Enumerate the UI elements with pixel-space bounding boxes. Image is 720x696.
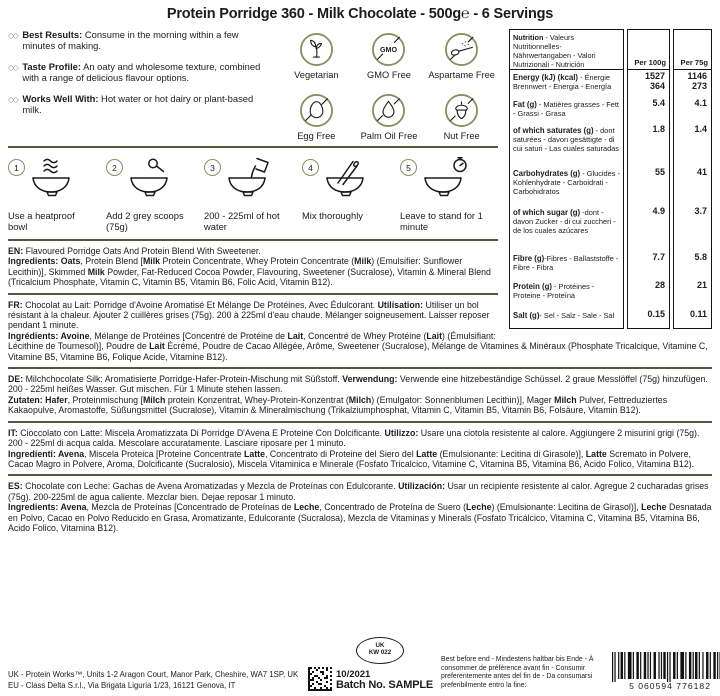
address-uk: UK - Protein Works™, Units 1-2 Aragon Court, Manor Park, Cheshire, WA7 1SP, UK [8, 670, 299, 679]
step-number: 3 [204, 159, 221, 176]
nutrition-row-label: of which saturates (g) - dont saturées - davon gesättigte - di cui saturi - Las cuales saturadas [513, 126, 619, 153]
nutrition-row-label: Protein (g) - Protéines -Proteine - Proteína [513, 282, 595, 300]
batch-info [308, 639, 433, 691]
nutrition-per75g-column: Per 75g 1146 273 4.1 1.4 41 3.7 5.8 21 0.11 [673, 29, 712, 329]
barcode-bars [612, 652, 720, 682]
address-eu: EU - Class Delta S.r.l., Via Brigata Liguria 1/23, 16121 Genova, IT [8, 680, 236, 690]
nutrition-row-label: Fibre (g)-Fibres - Ballaststoffe - Fibre - Fibra [513, 254, 619, 272]
nutrition-row-label: Fat (g) - Matières grasses - Fett - Grassi - Grasa [513, 100, 619, 118]
preparation-steps [8, 153, 498, 234]
step-2: 2 Add 2 grey scoops (75g) [106, 156, 204, 232]
manufacturer-addresses [8, 670, 300, 691]
batch-number: Batch No. SAMPLE [336, 679, 434, 691]
batch-date: 10/2021 [336, 669, 371, 680]
step-number: 4 [302, 159, 319, 176]
mix-bowl-icon [322, 156, 372, 202]
vegetarian-icon [298, 31, 335, 68]
step-1: 1 Use a heatproof bowl [8, 156, 106, 232]
barcode-digits: 5 060594 776182 [629, 681, 711, 691]
scoops-bowl-icon [126, 156, 176, 202]
per-100g-header: Per 100g [628, 30, 669, 70]
pour-water-bowl-icon [224, 156, 274, 202]
ingredients-paragraph-es: ES: Chocolate con Leche: Gachas de Avena Aromatizadas y Mezcla de Proteínas con Edulcorante. Utilización: Usar un recipiente resistente al calor. Agregue 2 cucharadas grises (75g). 200-225ml de agua caliente. Mezclar bien. Dejae reposar 1 minuto. Ingredients: Avena, Mezcla de Proteínas [Concentrado de Proteínas de Leche, Concentrado de Proteína de Suero (Leche) (Emulsionante: Lecitina de Girasol)], Leche Desnatada en Polvo, Cacao en Polvo Reducido en Grasa, Aromatizante, Edulcorante (Sucralosa), Mezcla de Vitaminas y Minerals (Fosfato Tricálcico, Vitamina C, Vitamina B5, Vitamina B6, Acido Folico, Vitamina B12). [8, 481, 712, 533]
nutrition-labels-column [509, 29, 624, 329]
svg-text:GMO: GMO [380, 46, 398, 55]
aspartame-free-icon [443, 31, 480, 68]
double-diamond-icon: ◇◇ [8, 94, 18, 104]
ingredients-paragraph-it: IT: Cioccolato con Latte: Miscela Aromatizzata Di Porridge D'Avena E Proteine Con Dolcificante. Utilizzo: Usare una ciotola resistente al calore. Aggiungere 2 misurini grigi (75g). 200 - 225ml di acqua calda. Mescolare accuratamente. Lasciare riposare per 1 minuto. Ingredienti: Avena, Miscela Proteica [Proteine Concentrate Latte, Concentrato di Proteine del Siero del Latte (Emulsionante: Lecitina di Girasole)], Latte Scremato in Polvere, Cacao Magro in Polvere, Aroma, Dolcificante (Sucralosio), Miscela Vitaminica e Minerale (Fosfato Tricalcico, Vitamine C, Vitamina B5, Vitamina B6, Acido Folico, Vitamina B12). [8, 427, 700, 469]
product-title: Protein Porridge 360 - Milk Chocolate - 500g℮ - 6 Servings [166, 6, 554, 22]
nut-free-icon [443, 92, 480, 129]
divider [8, 367, 712, 369]
ingredients-paragraph-en: EN: Flavoured Porridge Oats And Protein Blend With Sweetener. Ingredients: Oats, Protein Blend [Milk Protein Concentrate, Whey Protein Concentrate (Milk) (Emulsifier: Sunflower Lecithin)], Skimmed Milk Powder, Fat-Reduced Cocoa Powder, Flavouring, Sweetener (Sucralose), Vitamin & Mineral Blend (Tricalcium Phosphate, Vitamin C, Vitamin B5, Vitamin B6, Folic Acid, Vitamin B12). [8, 246, 491, 288]
badge-nut-free: Nut Free [425, 92, 498, 141]
step-number: 1 [8, 159, 25, 176]
divider [8, 146, 498, 148]
nutrition-row-label: Energy (kJ) (kcal) - Énergie Brennwert - Energia - Energía [513, 73, 612, 91]
ean-barcode [609, 652, 720, 691]
divider [8, 421, 712, 423]
heatproof-bowl-icon [28, 156, 78, 202]
nutrition-row-label: of which sugar (g) -dont - davon Zucker - di cui zuccheri - de los cuales azúcares [513, 208, 616, 235]
footer [8, 639, 713, 691]
nutrition-row-label: Carbohydrates (g) - Glucides - Kohlenhydrate - Carboidrati - Carbohidratos [513, 169, 620, 196]
step-4: 4 Mix thoroughly [302, 156, 400, 232]
info-point: ◇◇ Works Well With: Hot water or hot dairy or plant-based milk. [8, 93, 254, 115]
divider [8, 239, 498, 241]
divider [8, 293, 498, 295]
gmo-free-icon [370, 31, 407, 68]
badge-aspartame-free: Aspartame Free [425, 31, 498, 80]
info-point: ◇◇ Best Results: Consume in the morning within a few minutes of making. [8, 29, 239, 51]
palm-oil-free-icon [370, 92, 407, 129]
datamatrix-code [308, 667, 332, 691]
nutrition-table [509, 29, 712, 329]
info-point: ◇◇ Taste Profile: An oaty and wholesome texture, combined with a range of delicious flavour options. [8, 61, 261, 83]
double-diamond-icon: ◇◇ [8, 30, 18, 40]
badge-palm-oil-free: Palm Oil Free [353, 92, 426, 141]
uk-health-mark-stamp: UK KW 022 [356, 637, 404, 664]
ingredients-paragraph-fr: FR: Chocolat au Lait: Porridge d'Avoine Aromatisé Et Mélange De Protéines, Avec Édulcorant. Utilisation: Utiliser un bol résistant à la chaleur. Ajouter 2 cuillères grises (75g). 200 à 225ml d'eau chaude. Mélanger soigneusement. Laisser reposer pendant 1 minute. Ingrédients: Avoine, Mélange de Protéines [Concentré de Protéine de Lait, Concentré de Whey Protéine (Lait) (Émulsifiant: Lécithine de Tournesol)], Poudre de Lait Écrémé, Poudre de Cacao Allégée, Arôme, Sweetener (Sucralose), Mélange de Vitamines & Minéraux (Phosphate Tricalcique, Vitamine C, Vitamine B5, Vitamine B6, Folique Acide, Vitamine B12). [8, 299, 708, 362]
egg-free-icon [298, 92, 335, 129]
ingredients-paragraph-de: DE: Milchchocolate Silk: Aromatisierte Porridge-Hafer-Protein-Mischung mit Süßstoff. Verwendung: Verwende eine hitzebeständige Schüssel. 2 graue Messlöffel (75g) hinzufügen. 200 - 225ml heißes Wasser. Gut mischen. Für 1 Minute stehen lassen. Zutaten: Hafer, Proteinmischung [Milch protein Konzentrat, Whey-Protein-Konzentrat (Milch) (Emulgator: Sonnenblumen Lecithin)], Mager Milch Pulver, Fettreduziertes Kakaopulve, Aromastoffe, Süßungsmittel (Sucralose), Vitamin & Mineralmischung (Trikalziumphosphat, Vitamin C, Vitamin B5, Vitamin B6, Folsäure, Vitamin B12). [8, 374, 708, 416]
nutrition-per100g-column: Per 100g 1527 364 5.4 1.8 55 4.9 7.7 28 0.15 [627, 29, 670, 329]
info-bullets [8, 29, 280, 141]
step-number: 5 [400, 159, 417, 176]
nutrition-header: Nutrition - Valeurs Nutritionnelles- Nährwertangaben - Valori Nutrizionali - Nutrición [510, 30, 623, 70]
certification-badges [280, 29, 498, 141]
timer-bowl-icon [420, 156, 470, 202]
step-5: 5 Leave to stand for 1 minute [400, 156, 498, 232]
per-75g-header: Per 75g [674, 30, 711, 70]
info-section [8, 29, 498, 141]
double-diamond-icon: ◇◇ [8, 62, 18, 72]
divider [8, 474, 712, 476]
step-3: 3 200 - 225ml of hot water [204, 156, 302, 232]
best-before-text: Best before end - Mindestens haltbar bis Ende - À consommer de préférence avant fin - Consumir preferentemente antes del fin de - Da consumarsi preferibilmente entro la fine: [441, 655, 594, 690]
badge-gmo-free: GMO GMO Free [353, 31, 426, 80]
badge-vegetarian: Vegetarian [280, 31, 353, 80]
nutrition-row-label: Salt (g)- Sel - Salz - Sale - Sal [513, 311, 615, 320]
step-number: 2 [106, 159, 123, 176]
badge-egg-free: Egg Free [280, 92, 353, 141]
